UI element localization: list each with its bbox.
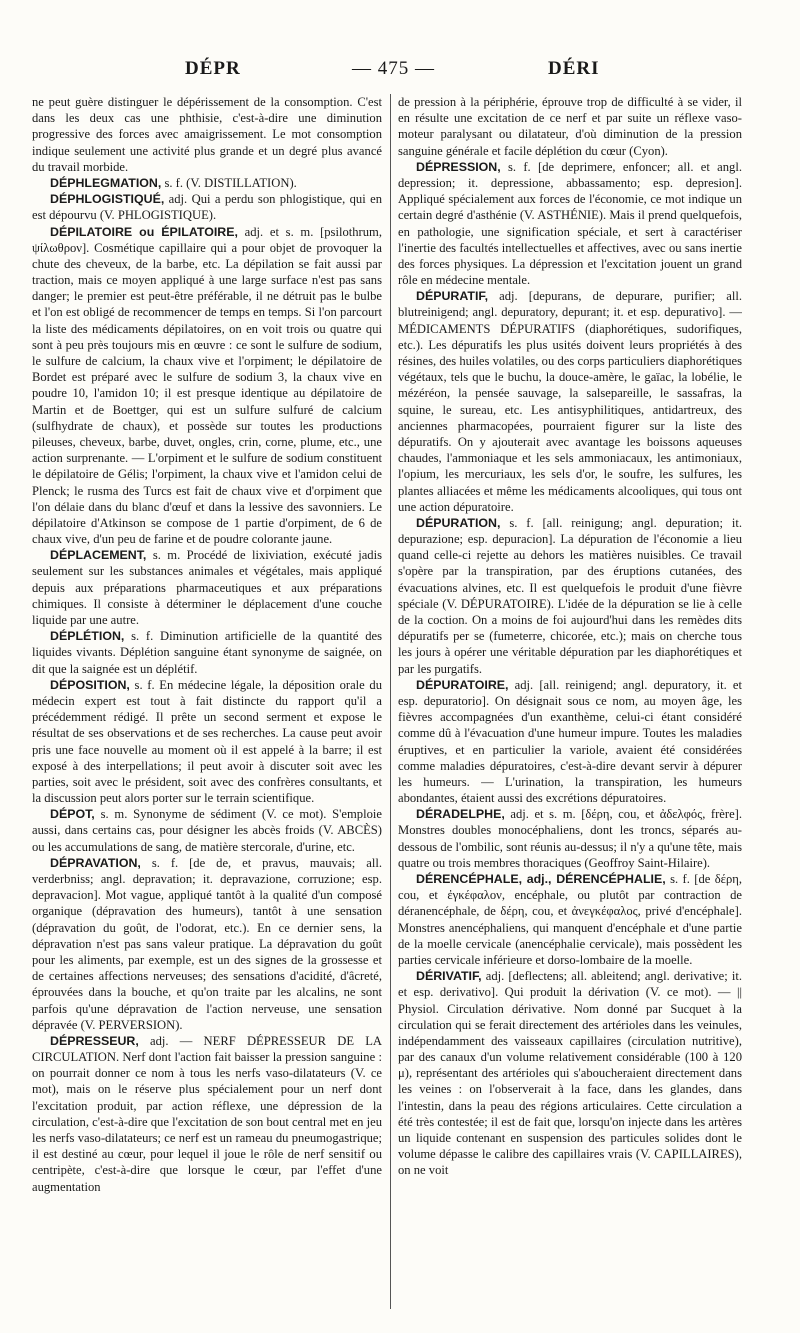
entry-text: de pression à la périphérie, éprouve trop de difficulté à se vider, il en résulte une excitation de ce nerf et par suite un réflexe vaso-moteur paralysant ou dilatateur, d'où diminution de la pression sanguine générale et facile déplétion du cœur (Cyon). xyxy=(398,95,742,158)
entry-headword: DÉPOT, xyxy=(50,807,95,822)
entry-text: adj. [depurans, de depurare, purifier; all. blutreinigend; angl. depuratory, depurant; it. et esp. depurativo]. — MÉDICAMENTS DÉPURATIFS (diaphorétiques, sudorifiques, etc.). Les dépuratifs les plus usités doivent leurs propriétés à des résines, des huiles volatiles, ou des corps particuliers diaphorétiques végétaux, tels que le buchu, la douce-amère, le gaïac, la lobélie, le mézéréon, la pensée sauvage, la salsepareille, le sassafras, la squine, le sureau, etc. Les antisyphilitiques, antidartreux, des anciennes pharmacopées, pourraient figurer sur la liste des dépuratifs. On y ajouterait avec avantage les boissons aqueuses chaudes, l'ammoniaque et les sels ammoniacaux, les antimoniaux, l'opium, les mercuriaux, les sels d'or, le soufre, les sulfures, les plantes alliacées et même les médicaments alcooliques, qui tous ont une action dépuratoire. xyxy=(398,289,742,514)
entry-headword: DÉPURATION, xyxy=(416,515,501,530)
dictionary-entry xyxy=(32,224,382,548)
entry-text: s. f. (V. DISTILLATION). xyxy=(164,175,297,190)
entry-headword: DÉPHLEGMATION, xyxy=(50,175,162,190)
continued-text xyxy=(32,94,382,175)
entry-text: s. m. Procédé de lixiviation, exécuté jadis seulement sur les substances animales et végétales, mais appliqué depuis aux préparations pharmaceutiques et aux préparations chimiques. Il consiste à déterminer le déplacement d'une couche liquide par une autre. xyxy=(32,548,382,627)
entry-headword: DÉPURATOIRE, xyxy=(416,677,509,692)
left-column xyxy=(32,94,382,1316)
entry-headword: DÉPLACEMENT, xyxy=(50,548,147,563)
entry-headword: DÉRIVATIF, xyxy=(416,969,482,984)
dictionary-entry xyxy=(32,806,382,855)
entry-text: s. f. [de deprimere, enfoncer; all. et angl. depression; it. depressione, abbassamento; esp. depresion]. Appliqué spécialement aux forces de l'économie, ce mot indique un certain degré d'asthénie (V. ASTHÉNIE). Mais il prend quelquefois, en pathologie, une signification spéciale, et sert à caractériser l'inertie des facultés intellectuelles et affectives, avec ou sans inertie des forces physiques. La dépression et l'excitation jouent un grand rôle en médecine mentale. xyxy=(398,159,742,288)
dictionary-entry xyxy=(398,515,742,677)
dictionary-entry xyxy=(398,677,742,807)
header-right-guide-word: DÉRI xyxy=(548,58,600,79)
entry-headword: DÉRADELPHE, xyxy=(416,807,505,822)
entry-text: adj. [deflectens; all. ableitend; angl. derivative; it. et esp. derivativo]. Qui produit la dérivation (V. ce mot). — || Physiol. Circulation dérivative. Nom donné par Sucquet à la circulation qui se ferait directement des artérioles dans les veinules, indépendamment des vaisseaux capillaires (circulation nutritive), par des canaux d'un volume relativement considérable (100 à 120 μ), représentant des artérioles qui s'aboucheraient directement dans les veines : on l'observerait à la face, dans les glandes, dans l'intestin, dans la peau des régions articulaires. Cette circulation a été très contestée; il est de fait que, lorsqu'on injecte dans les artères un liquide contenant en suspension des particules solides dont le volume dépasse le calibre des capillaires vrais (V. CAPILLAIRES), on ne voit xyxy=(398,969,742,1178)
dictionary-entry xyxy=(32,628,382,677)
continued-text xyxy=(398,94,742,159)
entry-headword: DÉPHLOGISTIQUÉ, xyxy=(50,192,165,207)
dictionary-entry xyxy=(398,968,742,1178)
running-header xyxy=(0,58,800,84)
entry-text: s. f. Diminution artificielle de la quantité des liquides vivants. Déplétion sanguine étant synonyme de saignée, on dit que la saignée est un déplétif. xyxy=(32,629,382,676)
entry-headword: DÉRENCÉPHALE, adj., DÉRENCÉPHALIE, xyxy=(416,872,666,886)
dictionary-entry xyxy=(32,191,382,223)
dictionary-entry xyxy=(398,806,742,871)
dictionary-entry xyxy=(32,1033,382,1195)
dictionary-entry xyxy=(32,677,382,807)
entry-text: s. f. [all. reinigung; angl. depuration; it. depurazione; esp. depuracion]. La dépuration de l'économie a lieu quand celle-ci rejette au dehors les matières nuisibles. Ce travail s'opère par la transpiration, par des éruptions cutanées, des évacuations alvines, etc. Il est quelquefois le produit d'une fièvre spéciale (V. DÉPURATOIRE). L'idée de la dépuration se lie à celle de la coction. On a moins de foi aujourd'hui dans les remèdes dits dépuratifs per se (fumeterre, chicorée, etc.); mais on cherche tous les jours à opérer une véritable dépuration par les diaphorétiques et par les purgatifs. xyxy=(398,515,742,676)
dictionary-entry xyxy=(32,547,382,628)
page-number: — 475 — xyxy=(352,58,435,79)
entry-headword: DÉPURATIF, xyxy=(416,289,489,304)
entry-text: s. f. En médecine légale, la déposition orale du médecin expert est tout à fait distincte du rapport qu'il a précédemment rédigé. Il prête un second serment et expose le résultat de ses observations et de ses recherches. La cause peut avoir pris une face nouvelle au moment où il est appelé à la barre; il est exposé à des interpellations; il peut avoir à discuter soit avec les parties, soit avec le président, soit avec des confrères consultants, et la discussion peut alors porter sur le terrain scientifique. xyxy=(32,677,382,806)
entry-headword: DÉPRESSION, xyxy=(416,159,501,174)
entry-headword: DÉPRESSEUR, xyxy=(50,1033,139,1048)
entry-text: s. f. [de δέρη, cou, et ἐγκέφαλον, encéphale, ou plutôt par contraction de déranencéphale, de δέρη, cou, et ἀνεγκέφαλος, privé d'encéphale]. Monstres anencéphaliens, qui manquent d'encéphale et d'une partie de la moelle cervicale (anencéphalie cervicale), mais possèdent les parties cervicale inférieure et dorso-lombaire de la moelle. xyxy=(398,872,742,967)
header-left-guide-word: DÉPR xyxy=(185,58,241,79)
dictionary-entry xyxy=(398,159,742,289)
entry-text: adj. et s. m. [psilothrum, ψίλωθρον]. Cosmétique capillaire qui a pour objet de provoquer la chute des cheveux, de la barbe, etc. La dépilation se fait aussi par traction, mais ce moyen appliqué à une large surface n'est pas sans danger; le premier est peut-être préférable, il ne détruit pas le bulbe et l'on est obligé de recommencer de temps en temps. Si l'on parcourt la liste des médicaments dépilatoires, on en voit trois ou quatre qui sont à peu près toujours mis en œuvre : ce sont le sulfure de sodium, le sulfure de calcium, la chaux vive et l'orpiment; le dépilatoire de Bordet est préparé avec le sulfure de sodium 3, la chaux vive en poudre 10, l'amidon 10; il est presque identique au dépilatoire de Martin et de Boettger, qui est un sulfure sulfuré de calcium (sulfhydrate de chaux), et possède sur toutes les productions pileuses, cheveux, barbe, duvet, ongles, crin, corne, plume, etc., une action surprenante. — L'orpiment et le sulfure de sodium constituent le dépilatoire de Gélis; l'orpiment, la chaux vive et l'amidon celui de Plenck; le rusma des Turcs est fait de chaux vive et d'orpiment que l'on délaie dans du blanc d'œuf et dans la lessive des savonniers. Le dépilatoire d'Atkinson se compose de 1 partie d'orpiment, de 6 de chaux vive, d'un peu de farine et de poudre colorante jaune. xyxy=(32,224,382,547)
column-divider xyxy=(390,94,391,1309)
dictionary-entry xyxy=(32,855,382,1033)
entry-text: adj. — NERF DÉPRESSEUR DE LA CIRCULATION. Nerf dont l'action fait baisser la pression sanguine : on pourrait donner ce nom à tous les nerfs vaso-dilatateurs (V. ce mot), mais on le réserve plus spécialement pour un nerf dont l'excitation produit, par action réflexe, une dépression de la circulation, c'est-à-dire que l'excitation de son bout central met en jeu les nerfs vaso-dilatateurs; ce nerf est un rameau du pneumogastrique; il est destiné au cœur, pour lequel il joue le rôle de nerf sensitif ou centripète, c'est-à-dire que lorsque le cœur, par l'effet d'une augmentation xyxy=(32,1033,382,1194)
entry-text: adj. Qui a perdu son phlogistique, qui en est dépourvu (V. PHLOGISTIQUE). xyxy=(32,192,382,223)
entry-text: s. m. Synonyme de sédiment (V. ce mot). S'emploie aussi, dans certains cas, pour désigner les abcès froids (V. ABCÈS) ou les accumulations de sang, de matière stercorale, d'urine, etc. xyxy=(32,807,382,854)
right-column xyxy=(398,94,742,1316)
entry-headword: DÉPOSITION, xyxy=(50,677,130,692)
entry-text: s. f. [de de, et pravus, mauvais; all. verderbniss; angl. depravation; it. depravazione, corruzione; esp. depravacion]. Mot vague, appliqué tantôt à la qualité d'un composé organique (dépravation des humeurs), tantôt à une sensation (dépravation du goût, de l'odorat, etc.). En ce dernier sens, la dépravation n'est pas sans valeur pratique. La dépravation du goût pour les aliments, par exemple, est un des signes de la grossesse et de certaines affections nerveuses; des sensations d'acidité, d'âcreté, éprouvées dans la bouche, et qu'on traite par les alcalins, ne sont parfois qu'une dépravation de l'action nerveuse, une sensation dépravée (V. PERVERSION). xyxy=(32,855,382,1032)
entry-text: ne peut guère distinguer le dépérissement de la consomption. C'est dans les deux cas une phthisie, c'est-à-dire une diminution progressive des forces avec amaigrissement. Le mot consomption indique seulement une activité plus grande et un degré plus avancé du travail morbide. xyxy=(32,95,382,174)
entry-headword: DÉPLÉTION, xyxy=(50,629,125,644)
entry-text: adj. et s. m. [δέρη, cou, et ἀδελφός, frère]. Monstres doubles monocéphaliens, dont les troncs, séparés au-dessous de l'ombilic, sont réunis au-dessus; il n'y a qu'une tête, mais quatre ou trois membres thoraciques (Geoffroy Saint-Hilaire). xyxy=(398,807,742,870)
dictionary-entry xyxy=(32,175,382,191)
entry-headword: DÉPILATOIRE ou ÉPILATOIRE, xyxy=(50,224,238,239)
entry-text: adj. [all. reinigend; angl. depuratory, it. et esp. depuratorio]. On désignait sous ce nom, au moyen âge, les fièvres accompagnées d'un exanthème, celui-ci étant considéré comme dû à l'évacuation d'une humeur impure. Toutes les maladies éruptives, et en particulier la variole, avaient été considérées comme maladies dépuratoires, c'est-à-dire devant servir à dépurer les humeurs. — L'urination, la transpiration, les humeurs abondantes, étaient aussi des excrétions dépuratoires. xyxy=(398,677,742,806)
entry-headword: DÉPRAVATION, xyxy=(50,855,141,870)
dictionary-entry xyxy=(398,288,742,515)
dictionary-entry xyxy=(398,871,742,968)
